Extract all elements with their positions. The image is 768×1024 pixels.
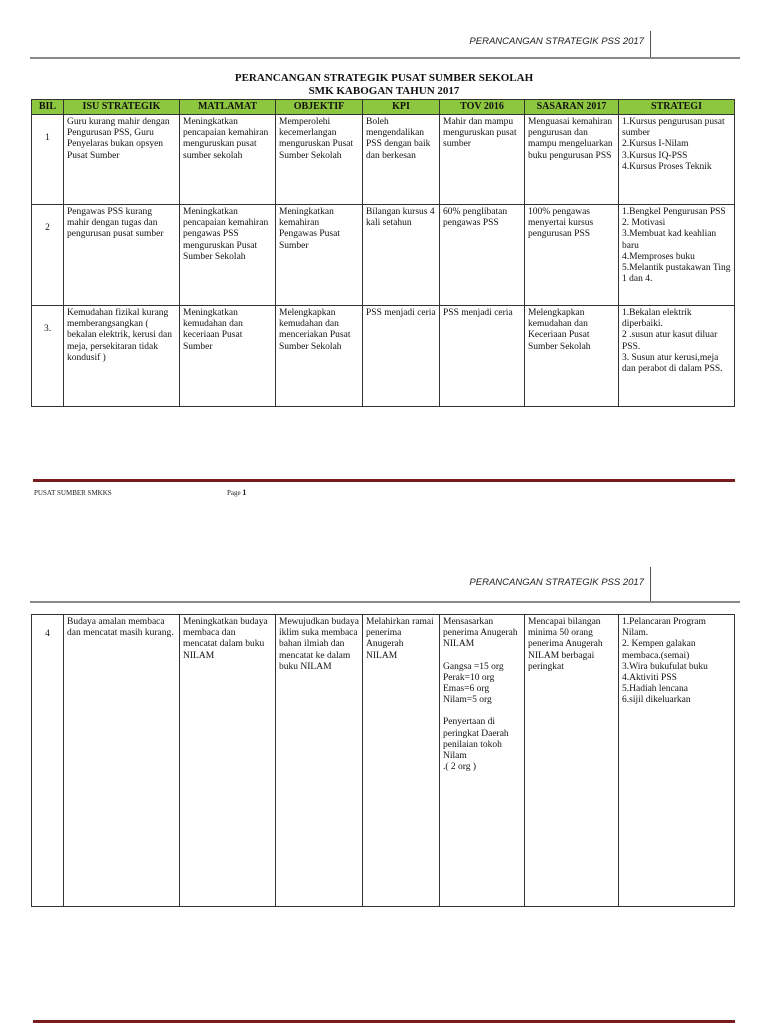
kpi-cell: Bilangan kursus 4 kali setahun: [363, 205, 440, 306]
running-header: PERANCANGAN STRATEGIK PSS 2017: [469, 577, 644, 588]
matlamat-cell: Meningkatkan pencapaian kemahiran pengawas PSS menguruskan Pusat Sumber Sekolah: [180, 205, 276, 306]
objektif-cell: Mewujudkan budaya iklim suka membaca bahan ilmiah dan mencatat ke dalam buku NILAM: [276, 615, 363, 907]
document-title: PERANCANGAN STRATEGIK PUSAT SUMBER SEKOLAH: [234, 72, 534, 84]
bil-cell: 4: [32, 615, 64, 907]
sasaran-cell: Menguasai kemahiran pengurusan dan mampu mengeluarkan buku pengurusan PSS: [525, 115, 619, 205]
strategi-item: 6.sijil dikeluarkan: [622, 695, 691, 706]
matlamat-cell: Meningkatkan kemudahan dan keceriaan Pusat Sumber: [180, 306, 276, 407]
kpi-cell: Melahirkan ramai penerima Anugerah NILAM: [363, 615, 440, 907]
strategi-item: 2. Kempen galakan membaca.(semai): [622, 639, 696, 661]
column-header: STRATEGI: [619, 100, 735, 115]
strategi-item: 3. Susun atur kerusi,meja dan perabot di dalam PSS.: [622, 352, 723, 375]
strategi-item: 3.Wira bukufulat buku: [622, 661, 708, 672]
column-header: SASARAN 2017: [525, 100, 619, 115]
column-header: TOV 2016: [440, 100, 525, 115]
bil-cell: 1: [32, 115, 64, 205]
tov-cell: PSS menjadi ceria: [440, 306, 525, 407]
tov-line: Gangsa =15 org: [443, 661, 504, 672]
tov-cell: 60% penglibatan pengawas PSS: [440, 205, 525, 306]
strategi-item: 1.Pelancaran Program Nilam.: [622, 617, 706, 639]
footer-rule: [33, 479, 735, 482]
strategi-item: 1.Bekalan elektrik diperbaiki.: [622, 308, 692, 330]
strategi-item: 4.Kursus Proses Teknik: [622, 161, 712, 172]
header-divider: [650, 31, 651, 59]
column-header: OBJEKTIF: [276, 100, 363, 115]
sasaran-cell: Melengkapkan kemudahan dan Keceriaan Pusat Sumber Sekolah: [525, 306, 619, 407]
page-number: [227, 488, 246, 497]
table-row: [32, 115, 735, 205]
isu-cell: Guru kurang mahir dengan Pengurusan PSS, Guru Penyelaras bukan opsyen Pusat Sumber: [64, 115, 180, 205]
isu-cell: Pengawas PSS kurang mahir dengan tugas dan pengurusan pusat sumber: [64, 205, 180, 306]
strategi-item: 4.Memproses buku: [622, 251, 695, 262]
tov-line: Nilam=5 org: [443, 695, 492, 706]
strategi-item: 5.Melantik pustakawan Ting 1 dan 4.: [622, 263, 731, 285]
table-row: [32, 205, 735, 306]
sasaran-cell: 100% pengawas menyertai kursus pengurusan PSS: [525, 205, 619, 306]
document-page-2: [0, 545, 768, 1024]
bil-cell: 2: [32, 205, 64, 306]
tov-line: Mensasarkan penerima Anugerah NILAM: [443, 617, 518, 650]
kpi-cell: PSS menjadi ceria: [363, 306, 440, 407]
tov-spacer: [443, 706, 521, 717]
column-header: KPI: [363, 100, 440, 115]
strategi-cell: [619, 615, 735, 907]
page-number-value: 1: [242, 488, 247, 497]
column-header: ISU STRATEGIK: [64, 100, 180, 115]
isu-cell: Kemudahan fizikal kurang memberangsangkan ( bekalan elektrik, kerusi dan meja, persekitaran tidak kondusif ): [64, 306, 180, 407]
strategi-item: 2.Kursus I-Nilam: [622, 139, 689, 150]
page-label: Page: [227, 489, 241, 497]
strategi-item: 1.Kursus pengurusan pusat sumber: [622, 117, 725, 139]
strategi-cell: [619, 205, 735, 306]
strategy-table: [31, 99, 735, 407]
column-header: MATLAMAT: [180, 100, 276, 115]
objektif-cell: Melengkapkan kemudahan dan menceriakan Pusat Sumber Sekolah: [276, 306, 363, 407]
tov-line: Perak=10 org: [443, 672, 495, 683]
header-rule: [30, 601, 740, 603]
table-row: [32, 615, 735, 907]
tov-line: Emas=6 org: [443, 684, 490, 695]
strategi-cell: [619, 306, 735, 407]
isu-cell: Budaya amalan membaca dan mencatat masih kurang.: [64, 615, 180, 907]
strategy-table-continued: [31, 614, 735, 907]
strategi-item: 2. Motivasi: [622, 218, 666, 229]
tov-line: .( 2 org ): [443, 762, 477, 773]
bil-cell: 3.: [32, 306, 64, 407]
objektif-cell: Meningkatkan kemahiran Pengawas Pusat Sumber: [276, 205, 363, 306]
footer-label: PUSAT SUMBER SMKKS: [34, 489, 112, 497]
header-divider: [650, 567, 651, 601]
table-header-row: [32, 100, 735, 115]
tov-line: Penyertaan di peringkat Daerah penilaian tokoh Nilam: [443, 717, 509, 762]
tov-cell: Mahir dan mampu menguruskan pusat sumber: [440, 115, 525, 205]
matlamat-cell: Meningkatkan pencapaian kemahiran menguruskan pusat sumber sekolah: [180, 115, 276, 205]
document-subtitle: SMK KABOGAN TAHUN 2017: [308, 85, 460, 97]
running-header: PERANCANGAN STRATEGIK PSS 2017: [469, 36, 644, 47]
strategi-item: 4.Aktiviti PSS: [622, 673, 677, 684]
tov-cell: [440, 615, 525, 907]
strategi-item: 2 .susun atur kasut diluar PSS.: [622, 330, 718, 352]
strategi-item: 3.Membuat kad keahlian baru: [622, 229, 717, 251]
sasaran-cell: Mencapai bilangan minima 50 orang penerima Anugerah NILAM berbagai peringkat: [525, 615, 619, 907]
matlamat-cell: Meningkatkan budaya membaca dan mencatat dalam buku NILAM: [180, 615, 276, 907]
tov-spacer: [443, 651, 521, 662]
table-row: [32, 306, 735, 407]
strategi-item: 3.Kursus IQ-PSS: [622, 150, 688, 161]
strategi-item: 5.Hadiah lencana: [622, 684, 688, 695]
header-rule: [30, 57, 740, 59]
strategi-item: 1.Bengkel Pengurusan PSS: [622, 207, 726, 217]
strategi-cell: [619, 115, 735, 205]
objektif-cell: Memperolehi kecemerlangan menguruskan Pusat Sumber Sekolah: [276, 115, 363, 205]
column-header: BIL: [32, 100, 64, 115]
footer-rule: [33, 1020, 735, 1023]
kpi-cell: Boleh mengendalikan PSS dengan baik dan berkesan: [363, 115, 440, 205]
